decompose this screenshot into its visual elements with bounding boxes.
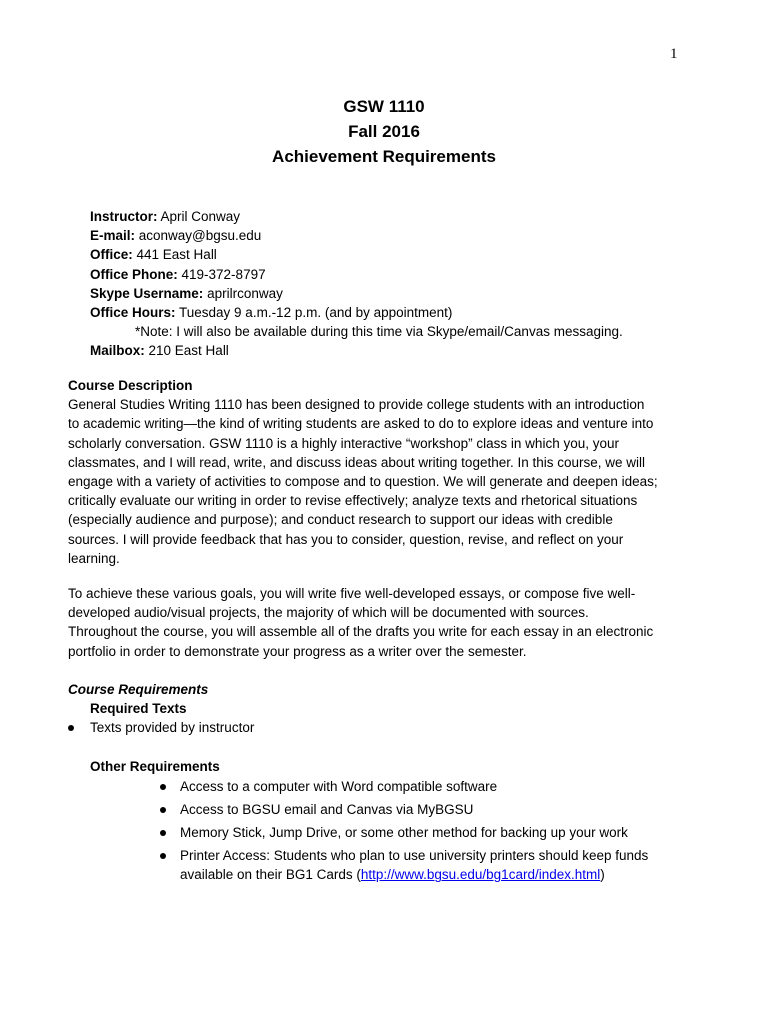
- skype-line: [90, 284, 623, 303]
- requirement-item: Memory Stick, Jump Drive, or some other method for backing up your work: [180, 825, 628, 841]
- description-line: (especially audience and purpose); and conduct research to support our ideas with credible: [68, 512, 613, 528]
- office-hours-value: Tuesday 9 a.m.-12 p.m. (and by appointment): [175, 305, 453, 321]
- course-code: GSW 1110: [343, 97, 425, 116]
- instructor-value: April Conway: [157, 209, 241, 224]
- list-item: [68, 718, 688, 737]
- other-requirements-heading: Other Requirements: [90, 759, 220, 774]
- instructor-info: [90, 207, 623, 361]
- office-phone-label: Office Phone:: [90, 266, 178, 282]
- mailbox-label: Mailbox:: [90, 343, 145, 359]
- instructor-line: [90, 207, 623, 226]
- email-value: aconway@bgsu.edu: [135, 228, 262, 244]
- description-line: engage with a variety of activities to compose and to question. We will generate and deepen ideas;: [68, 474, 658, 490]
- instructor-label: Instructor:: [90, 209, 158, 224]
- mailbox-line: [90, 341, 623, 360]
- office-hours-line: [90, 303, 623, 322]
- requirement-item: Access to BGSU email and Canvas via MyBGSU: [180, 802, 474, 818]
- office-phone-line: [90, 265, 623, 284]
- course-requirements-section: [68, 680, 688, 738]
- skype-label: Skype Username:: [90, 285, 204, 301]
- goals-line: developed audio/visual projects, the majority of which will be documented with sources.: [68, 605, 589, 621]
- list-item: [68, 823, 688, 842]
- goals-line: To achieve these various goals, you will write five well-developed essays, or compose five well-: [68, 586, 636, 601]
- office-hours-note: *Note: I will also be available during this time via Skype/email/Canvas messaging.: [135, 324, 623, 340]
- title-heading: Achievement Requirements: [272, 147, 496, 166]
- email-line: [90, 226, 623, 245]
- printer-line-1: Printer Access: Students who plan to use university printers should keep funds: [180, 848, 649, 864]
- list-item: [68, 800, 688, 819]
- course-requirements-heading: Course Requirements: [68, 682, 209, 697]
- printer-requirement-item: [180, 846, 648, 884]
- printer-line-2: [180, 865, 648, 884]
- office-value: 441 East Hall: [132, 247, 217, 263]
- email-label: E-mail:: [90, 228, 136, 244]
- office-line: [90, 245, 623, 264]
- list-item: [68, 777, 688, 796]
- bullet-icon: [160, 853, 166, 859]
- other-requirements-section: [68, 757, 688, 888]
- required-text-item: Texts provided by instructor: [90, 720, 255, 736]
- term: Fall 2016: [348, 122, 420, 141]
- bullet-icon: [160, 807, 166, 813]
- course-description-heading: Course Description: [68, 378, 193, 393]
- bg1card-link[interactable]: http://www.bgsu.edu/bg1card/index.html: [360, 867, 601, 883]
- required-texts-heading: Required Texts: [90, 701, 187, 717]
- description-line: critically evaluate our writing in order to revise effectively; analyze texts and rhetorical situations: [68, 493, 638, 509]
- office-hours-label: Office Hours:: [90, 305, 176, 321]
- description-line: learning.: [68, 550, 120, 566]
- mailbox-value: 210 East Hall: [144, 343, 229, 359]
- bullet-icon: [160, 830, 166, 836]
- skype-value: aprilrconway: [203, 285, 283, 301]
- description-line: scholarly conversation. GSW 1110 is a highly interactive “workshop” class in which you, your: [68, 435, 619, 451]
- bullet-icon: [68, 725, 74, 731]
- description-line: classmates, and I will read, write, and discuss ideas about writing together. In this course, we will: [68, 454, 646, 470]
- course-description-section: [68, 376, 688, 568]
- description-line: General Studies Writing 1110 has been designed to provide college students with an introduction: [68, 397, 645, 413]
- description-line: to academic writing—the kind of writing students are asked to do to explore ideas and venture into: [68, 416, 654, 432]
- document-title: [0, 94, 768, 169]
- description-line: sources. I will provide feedback that has you to consider, question, revise, and reflect on your: [68, 531, 624, 547]
- list-item: [68, 846, 688, 884]
- goals-line: Throughout the course, you will assemble all of the drafts you write for each essay in an electronic: [68, 624, 654, 640]
- printer-line-suffix: ): [600, 867, 605, 883]
- goals-paragraph: [68, 584, 688, 661]
- office-label: Office:: [90, 247, 133, 263]
- office-phone-value: 419-372-8797: [177, 266, 266, 282]
- printer-line-prefix: available on their BG1 Cards (: [180, 867, 361, 883]
- goals-line: portfolio in order to demonstrate your progress as a writer over the semester.: [68, 643, 527, 659]
- requirement-item: Access to a computer with Word compatible software: [180, 779, 498, 795]
- bullet-icon: [160, 784, 166, 790]
- page-number: 1: [670, 46, 678, 62]
